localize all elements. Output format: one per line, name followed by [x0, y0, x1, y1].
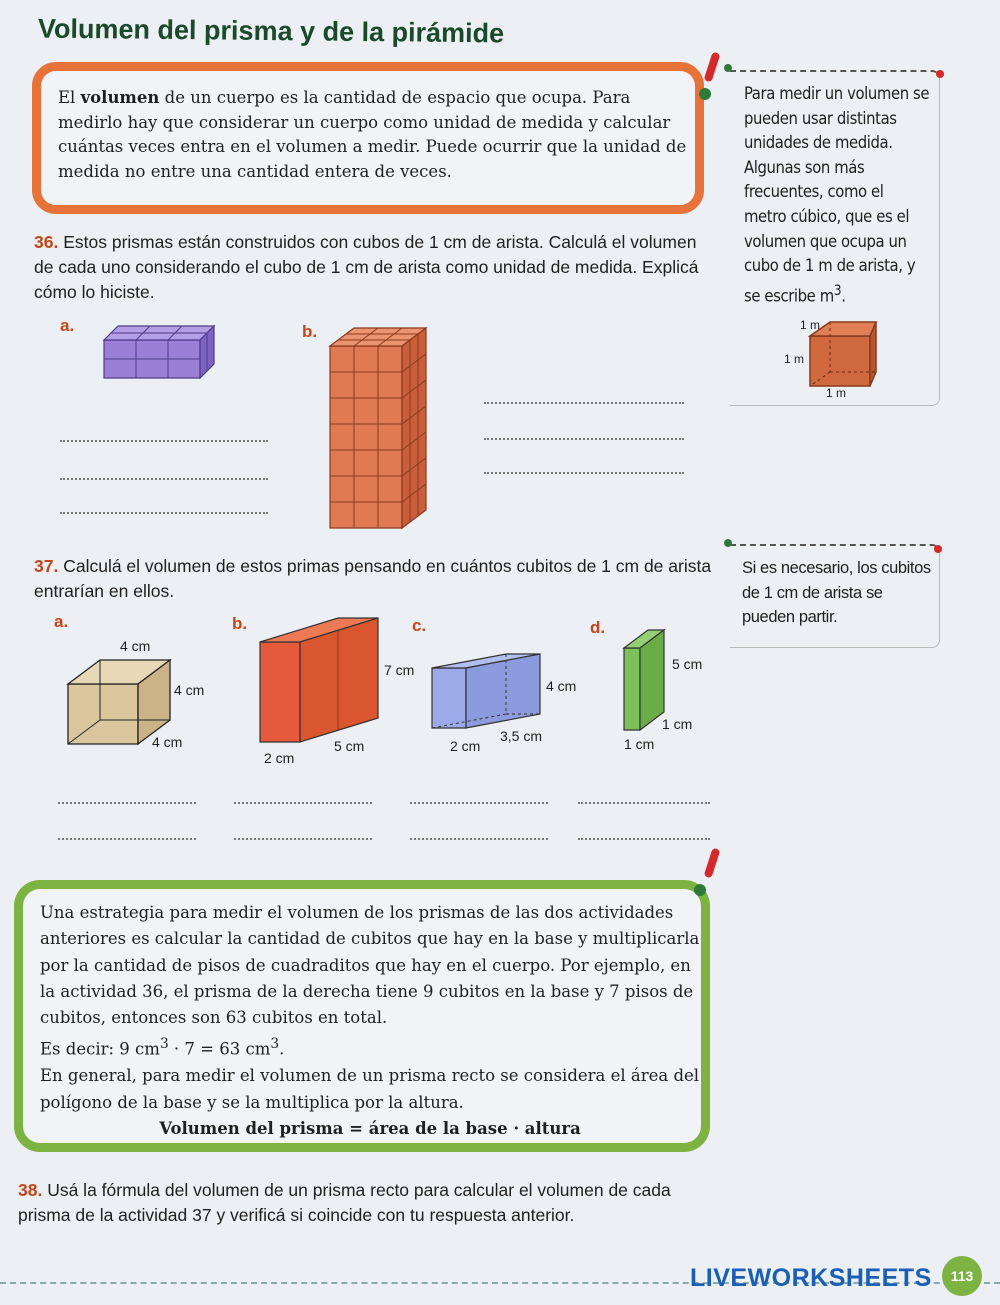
bullet-dot-icon: [699, 88, 711, 100]
prism-37c: [428, 650, 546, 732]
dim-37a-top: 4 cm: [120, 638, 151, 654]
page-number: 113: [942, 1256, 982, 1296]
answer-line[interactable]: [58, 838, 196, 840]
cube-label-bottom: 1 m: [826, 386, 847, 400]
answer-line[interactable]: [578, 838, 710, 840]
dot-icon: [934, 545, 942, 553]
cube-label-side: 1 m: [784, 352, 805, 366]
dim-37c-height: 4 cm: [546, 678, 577, 694]
page-title: Volumen del prisma y de la pirámide: [37, 13, 505, 49]
answer-line[interactable]: [60, 440, 268, 442]
dot-icon: [936, 70, 944, 78]
question-38: 38. Usá la fórmula del volumen de un prisma recto para calcular el volumen de cada prisma de la actividad 37 y verificá si coincide con tu respuesta anterior.: [18, 1180, 671, 1225]
prism-37b: [256, 614, 384, 748]
dim-37d-width: 1 cm: [624, 736, 655, 752]
label-36b: b.: [302, 322, 318, 341]
answer-line[interactable]: [410, 838, 548, 840]
liveworksheets-logo: LIVEWORKSHEETS: [690, 1264, 932, 1292]
dim-37b-depth: 5 cm: [334, 738, 365, 754]
dot-icon: [724, 539, 732, 547]
answer-line[interactable]: [484, 472, 684, 474]
prism-36b: [326, 322, 436, 532]
prism-36a: [100, 320, 220, 384]
label-36a: a.: [60, 316, 75, 335]
volume-formula: Volumen del prisma = área de la base · altura: [159, 1118, 581, 1138]
strategy-paragraph: Una estrategia para medir el volumen de los prismas de las dos actividades anteriores es calcular la cantidad de cubitos que hay en la base y multiplicarla por la cantidad de pisos de cuadraditos que hay en el cuerpo. Por ejemplo, en la actividad 36, el prisma de la derecha tiene 9 cubitos en la base y 7 pisos de cubitos, entonces son 63 cubitos en total.: [40, 903, 700, 1028]
label-37c: c.: [412, 616, 427, 635]
dim-37c-depth: 3,5 cm: [500, 728, 543, 744]
dim-37d-depth: 1 cm: [662, 716, 693, 732]
dim-37d-height: 5 cm: [672, 656, 703, 672]
definition-text: El volumen de un cuerpo es la cantidad de espacio que ocupa. Para medirlo hay que considerar un cuerpo como unidad de medida y calcular cuántas veces entra en el volumen a medir. Puede ocurrir que la unidad de medida no entre una cantidad entera de veces.: [58, 88, 687, 181]
strategy-general: En general, para medir el volumen de un prisma recto se considera el área del polígono de la base y se la multiplica por la altura.: [40, 1066, 700, 1112]
label-37a: a.: [54, 612, 69, 631]
answer-line[interactable]: [234, 802, 372, 804]
label-37b: b.: [232, 614, 248, 633]
strategy-text: [40, 900, 700, 1142]
label-37d: d.: [590, 618, 606, 637]
dim-37a-side: 4 cm: [174, 682, 205, 698]
exclamation-icon: [704, 847, 721, 878]
dim-37b-height: 7 cm: [384, 662, 415, 678]
question-36: 36. Estos prismas están construidos con cubos de 1 cm de arista. Calculá el volumen de cada uno considerando el cubo de 1 cm de arista como unidad de medida. Explicá cómo lo hiciste.: [34, 232, 699, 302]
dot-icon: [724, 64, 732, 72]
answer-line[interactable]: [578, 802, 710, 804]
bullet-dot-icon: [694, 884, 706, 896]
sidebar-note-text: Para medir un volumen se pueden usar distintas unidades de medida. Algunas son más frecuentes, como el metro cúbico, que es el volumen que ocupa un cubo de 1 m de arista, y se escribe $m^3$.: [744, 84, 930, 306]
dim-37a-bottom: 4 cm: [152, 734, 183, 750]
strategy-example: Es decir: 9 $cm^3 \cdot 7 = 63$ $cm^3$.: [40, 1036, 285, 1059]
answer-line[interactable]: [60, 478, 268, 480]
answer-line[interactable]: [484, 438, 684, 440]
answer-line[interactable]: [484, 402, 684, 404]
dim-37b-width: 2 cm: [264, 750, 295, 766]
cube-label-top: 1 m: [800, 318, 821, 332]
answer-line[interactable]: [410, 802, 548, 804]
answer-line[interactable]: [234, 838, 372, 840]
exclamation-icon: [704, 51, 721, 82]
dim-37c-width: 2 cm: [450, 738, 481, 754]
sidebar-note2-text: Si es necesario, los cubitos de 1 cm de arista se pueden partir.: [742, 559, 931, 627]
question-37: 37. Calculá el volumen de estos primas pensando en cuántos cubitos de 1 cm de arista entrarían en ellos.: [34, 556, 712, 601]
answer-line[interactable]: [60, 512, 268, 514]
answer-line[interactable]: [58, 802, 196, 804]
